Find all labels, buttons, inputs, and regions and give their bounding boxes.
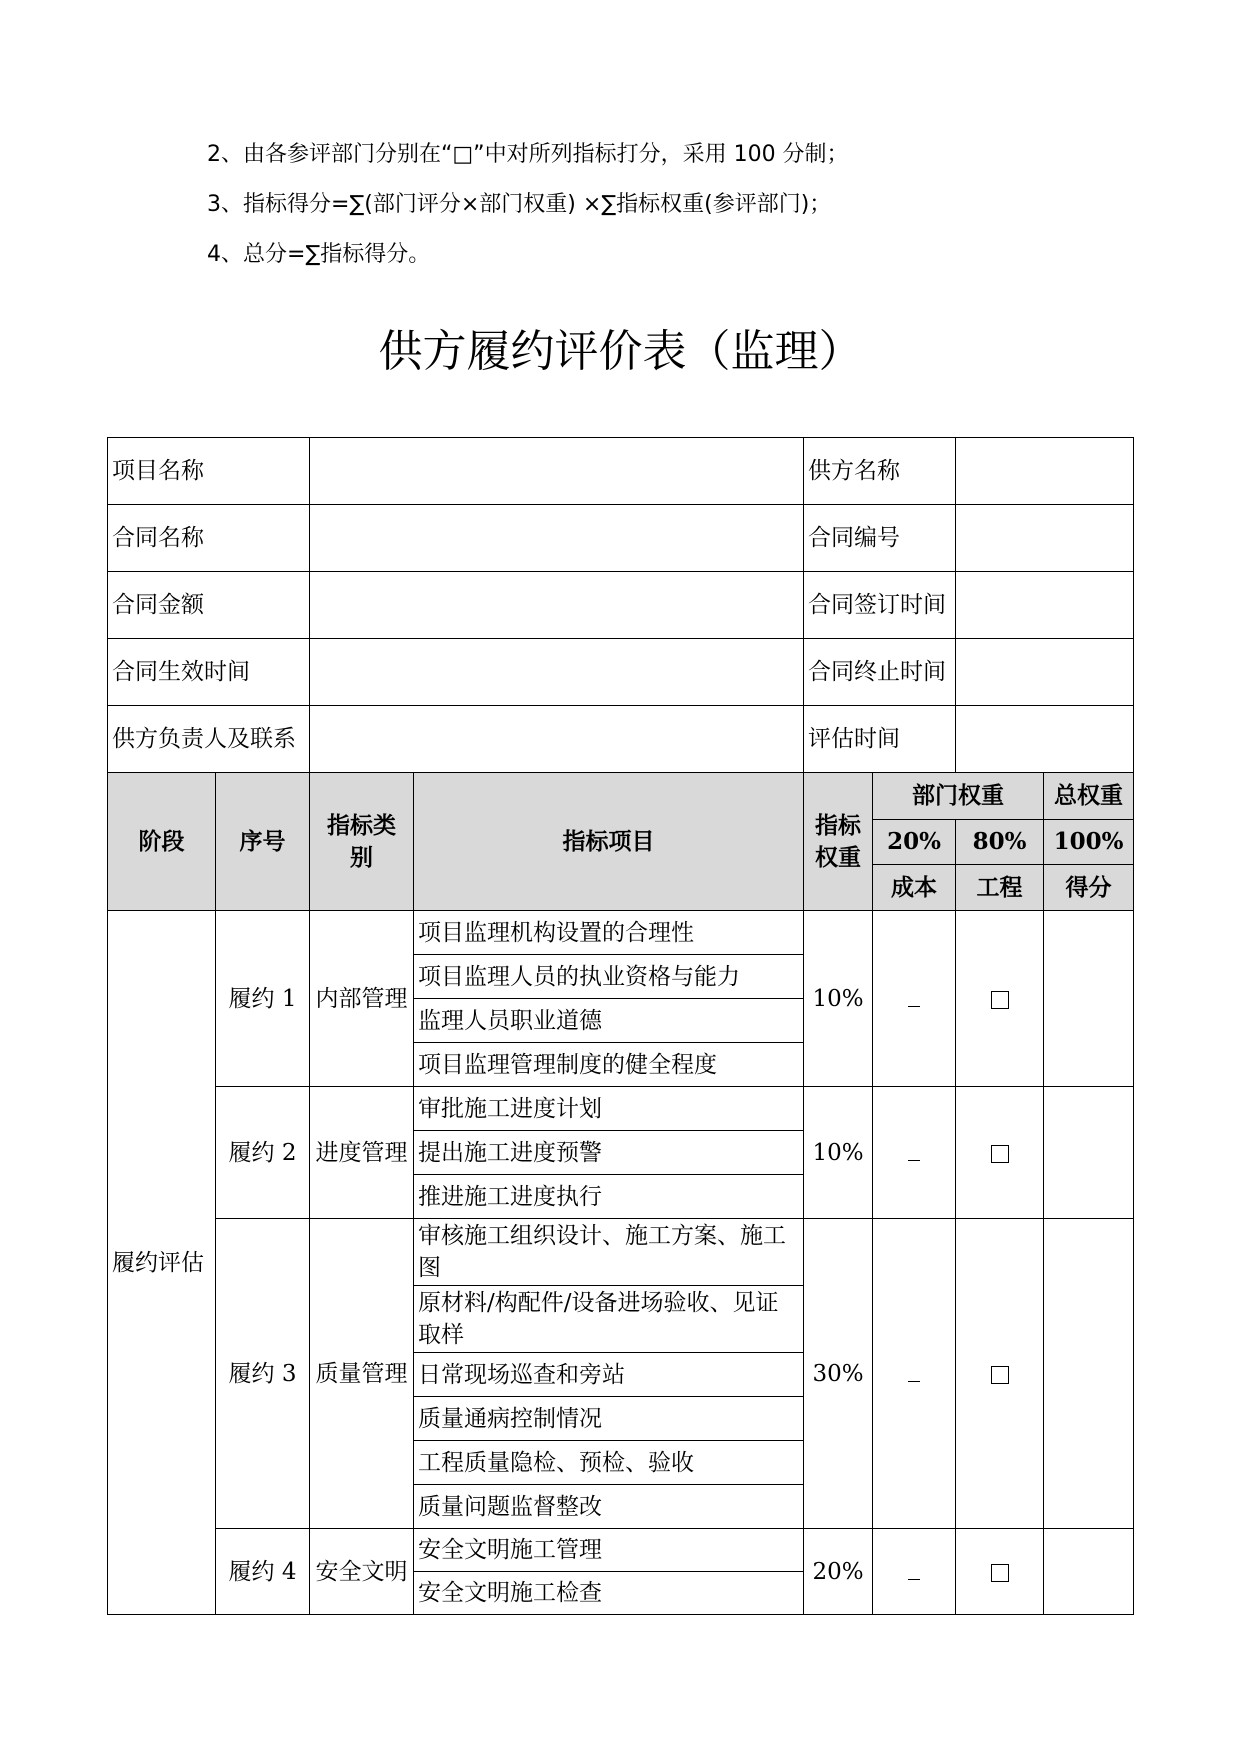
group-2-cost-cell <box>873 1087 956 1219</box>
group-3-item-1: 审核施工组织设计、施工方案、施工图 <box>414 1219 804 1286</box>
evaluation-date-value[interactable] <box>956 706 1134 773</box>
checkbox-icon[interactable] <box>991 1564 1009 1582</box>
header-engineering: 工程 <box>956 865 1044 911</box>
header-cost: 成本 <box>873 865 956 911</box>
header-stage: 阶段 <box>108 773 216 911</box>
scoring-notes <box>207 130 849 280</box>
group-4-eng-cell[interactable] <box>956 1529 1044 1615</box>
contract-end-date-label: 合同终止时间 <box>804 639 956 706</box>
contract-name-label: 合同名称 <box>108 505 310 572</box>
group-1-score-cell[interactable] <box>1044 911 1134 1087</box>
header-total-weight: 总权重 <box>1044 773 1134 820</box>
group-1-category: 内部管理 <box>310 911 414 1087</box>
header-pct-total: 100% <box>1044 820 1134 865</box>
checkbox-icon[interactable] <box>991 1145 1009 1163</box>
group-3-item-4: 质量通病控制情况 <box>414 1397 804 1441</box>
group-3-item-3: 日常现场巡查和旁站 <box>414 1353 804 1397</box>
group-2-category: 进度管理 <box>310 1087 414 1219</box>
group-4-weight: 20% <box>804 1529 873 1615</box>
evaluation-table <box>107 437 1134 1615</box>
stage-label: 履约评估 <box>108 911 216 1615</box>
header-pct-eng: 80% <box>956 820 1044 865</box>
project-name-value[interactable] <box>310 438 804 505</box>
group-2-item-1: 审批施工进度计划 <box>414 1087 804 1131</box>
blank-dash-icon <box>908 1006 920 1007</box>
note-4: 4、总分=∑指标得分。 <box>207 242 431 267</box>
group-4-cost-cell <box>873 1529 956 1615</box>
group-1-seq: 履约 1 <box>216 911 310 1087</box>
note-3: 3、指标得分=∑(部门评分×部门权重) ×∑指标权重(参评部门)； <box>207 192 832 217</box>
group-3-item-6: 质量问题监督整改 <box>414 1485 804 1529</box>
group-3-seq: 履约 3 <box>216 1219 310 1529</box>
blank-dash-icon <box>908 1160 920 1161</box>
group-2-score-cell[interactable] <box>1044 1087 1134 1219</box>
project-name-label: 项目名称 <box>108 438 310 505</box>
group-1-item-2: 项目监理人员的执业资格与能力 <box>414 955 804 999</box>
group-3-item-5: 工程质量隐检、预检、验收 <box>414 1441 804 1485</box>
contract-end-date-value[interactable] <box>956 639 1134 706</box>
group-1-cost-cell <box>873 911 956 1087</box>
group-2-seq: 履约 2 <box>216 1087 310 1219</box>
blank-dash-icon <box>908 1381 920 1382</box>
contract-sign-date-label: 合同签订时间 <box>804 572 956 639</box>
group-2-weight: 10% <box>804 1087 873 1219</box>
group-3-weight: 30% <box>804 1219 873 1529</box>
group-4-category: 安全文明 <box>310 1529 414 1615</box>
contract-effective-date-value[interactable] <box>310 639 804 706</box>
group-4-seq: 履约 4 <box>216 1529 310 1615</box>
header-weight: 指标权重 <box>804 773 873 911</box>
header-pct-cost: 20% <box>873 820 956 865</box>
group-2-item-2: 提出施工进度预警 <box>414 1131 804 1175</box>
note-2: 2、由各参评部门分别在“□”中对所列指标打分，采用 100 分制； <box>207 142 849 167</box>
group-3-category: 质量管理 <box>310 1219 414 1529</box>
contract-amount-value[interactable] <box>310 572 804 639</box>
group-4-item-1: 安全文明施工管理 <box>414 1529 804 1572</box>
contract-amount-label: 合同金额 <box>108 572 310 639</box>
group-1-item-1: 项目监理机构设置的合理性 <box>414 911 804 955</box>
header-item: 指标项目 <box>414 773 804 911</box>
group-2-eng-cell[interactable] <box>956 1087 1044 1219</box>
header-seq: 序号 <box>216 773 310 911</box>
group-4-item-2: 安全文明施工检查 <box>414 1572 804 1615</box>
contract-name-value[interactable] <box>310 505 804 572</box>
group-1-eng-cell[interactable] <box>956 911 1044 1087</box>
supplier-contact-value[interactable] <box>310 706 804 773</box>
group-1-item-3: 监理人员职业道德 <box>414 999 804 1043</box>
group-3-eng-cell[interactable] <box>956 1219 1044 1529</box>
group-2-item-3: 推进施工进度执行 <box>414 1175 804 1219</box>
evaluation-date-label: 评估时间 <box>804 706 956 773</box>
header-category: 指标类别 <box>310 773 414 911</box>
header-dept-weight: 部门权重 <box>873 773 1044 820</box>
blank-dash-icon <box>908 1579 920 1580</box>
document-title: 供方履约评价表（监理） <box>378 326 863 377</box>
group-1-weight: 10% <box>804 911 873 1087</box>
contract-no-label: 合同编号 <box>804 505 956 572</box>
checkbox-icon[interactable] <box>991 991 1009 1009</box>
supplier-contact-label: 供方负责人及联系 <box>108 706 310 773</box>
supplier-name-value[interactable] <box>956 438 1134 505</box>
header-score: 得分 <box>1044 865 1134 911</box>
contract-effective-date-label: 合同生效时间 <box>108 639 310 706</box>
group-3-score-cell[interactable] <box>1044 1219 1134 1529</box>
contract-no-value[interactable] <box>956 505 1134 572</box>
group-3-item-2: 原材料/构配件/设备进场验收、见证取样 <box>414 1286 804 1353</box>
group-1-item-4: 项目监理管理制度的健全程度 <box>414 1043 804 1087</box>
checkbox-icon[interactable] <box>991 1366 1009 1384</box>
supplier-name-label: 供方名称 <box>804 438 956 505</box>
group-3-cost-cell <box>873 1219 956 1529</box>
contract-sign-date-value[interactable] <box>956 572 1134 639</box>
group-4-score-cell[interactable] <box>1044 1529 1134 1615</box>
